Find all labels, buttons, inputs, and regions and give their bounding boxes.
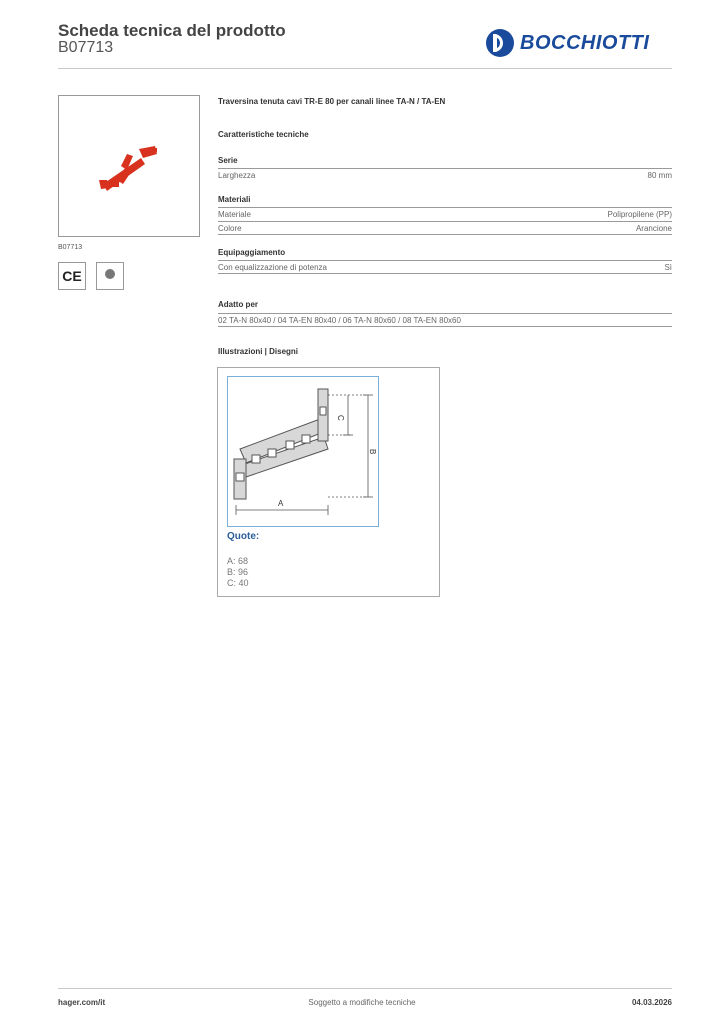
section-heading-materiali: Materiali	[218, 195, 251, 204]
dimension-value: C: 40	[227, 578, 249, 588]
footer-site-link[interactable]: hager.com/it	[58, 998, 106, 1007]
section-heading-serie: Serie	[218, 156, 238, 165]
brand-name: BOCCHIOTTI	[520, 31, 650, 54]
spec-row	[218, 168, 672, 182]
spec-row	[218, 207, 672, 221]
dimension-value: B: 96	[227, 567, 249, 577]
dimension-label-c: C	[336, 415, 345, 421]
footer-note: Soggetto a modifiche tecniche	[308, 998, 416, 1007]
header-divider	[58, 68, 672, 69]
footer-date: 04.03.2026	[631, 998, 672, 1007]
illustration-frame	[217, 367, 440, 597]
dimension-label-b: B	[368, 449, 377, 455]
spec-row	[218, 313, 672, 327]
spec-value: 80 mm	[647, 171, 672, 180]
spec-label: Larghezza	[218, 171, 256, 180]
quote-title: Quote:	[227, 531, 260, 542]
certification-mark-icon	[96, 262, 124, 290]
product-description: Traversina tenuta cavi TR-E 80 per canali linee TA-N / TA-EN	[218, 97, 446, 106]
spec-row	[218, 260, 672, 274]
characteristics-heading: Caratteristiche tecniche	[218, 130, 309, 139]
spec-row	[218, 221, 672, 235]
brand-logo	[486, 29, 649, 57]
product-code: B07713	[58, 39, 114, 56]
section-heading-equipaggiamento: Equipaggiamento	[218, 248, 286, 257]
brand-mark-icon	[486, 29, 514, 57]
footer-divider	[58, 988, 672, 989]
spec-label: 02 TA-N 80x40 / 04 TA-EN 80x40 / 06 TA-N 80x60 / 08 TA-EN 80x60	[218, 316, 461, 325]
spec-value: Arancione	[635, 224, 672, 233]
orange-cross-bar-product-image	[59, 96, 199, 236]
illustrations-heading: Illustrazioni | Disegni	[218, 347, 299, 356]
spec-label: Materiale	[218, 210, 251, 219]
technical-drawing	[227, 376, 379, 527]
section-heading-adatto: Adatto per	[218, 300, 258, 309]
dimension-value: A: 68	[227, 556, 249, 566]
spec-label: Colore	[218, 224, 242, 233]
dimension-label-a: A	[278, 499, 284, 508]
page-title: Scheda tecnica del prodotto	[58, 21, 286, 40]
spec-value: Sì	[664, 263, 672, 272]
thumbnail-code: B07713	[58, 244, 83, 251]
product-image-frame	[58, 95, 200, 237]
ce-mark: CE	[58, 262, 86, 290]
spec-label: Con equalizzazione di potenza	[218, 263, 327, 272]
spec-value: Polipropilene (PP)	[607, 210, 672, 219]
cross-bar-drawing-icon	[228, 377, 378, 526]
